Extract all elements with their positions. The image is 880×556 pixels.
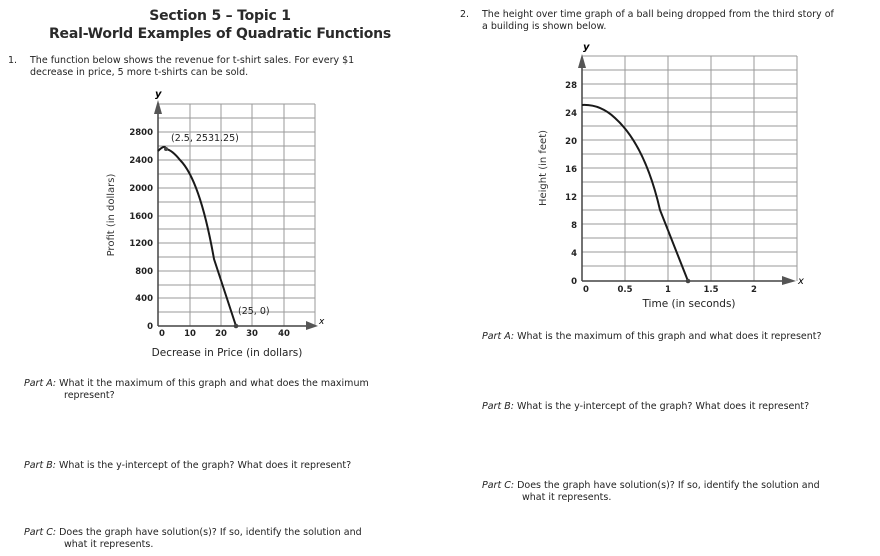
revenue-x-ticks (159, 329, 290, 339)
x-axis-arrow-icon (782, 276, 796, 285)
part-b-label: Part B: (24, 460, 56, 471)
svg-text:0: 0 (159, 329, 165, 339)
svg-text:2: 2 (751, 285, 757, 295)
svg-text:1200: 1200 (129, 239, 153, 249)
height-x-label: Time (in seconds) (642, 298, 736, 310)
svg-text:28: 28 (565, 81, 577, 91)
problem-1-part-a (24, 378, 434, 402)
height-y-label: Height (in feet) (538, 129, 549, 207)
svg-text:20: 20 (565, 137, 577, 147)
part-c-label: Part C: (24, 527, 57, 538)
svg-text:20: 20 (215, 329, 227, 339)
revenue-y-letter: y (155, 89, 162, 100)
problem-1-part-c (24, 527, 434, 551)
height-y-ticks (565, 81, 577, 287)
x-axis-arrow-icon (306, 321, 318, 330)
problem-2-prompt (482, 9, 877, 33)
svg-text:12: 12 (565, 193, 577, 203)
svg-text:16: 16 (565, 165, 577, 175)
part-b-text: What is the y-intercept of the graph? What does it represent? (516, 401, 810, 412)
revenue-graph (90, 85, 340, 365)
svg-text:0: 0 (571, 277, 577, 287)
svg-text:10: 10 (184, 329, 196, 339)
topic-title: Real-World Examples of Quadratic Functions (48, 26, 392, 42)
x-intercept-point (234, 324, 239, 329)
svg-text:4: 4 (571, 249, 577, 259)
revenue-x-label: Decrease in Price (in dollars) (151, 347, 303, 359)
problem-2-part-c (482, 480, 877, 504)
section-title: Section 5 – Topic 1 (149, 8, 291, 24)
problem-1-part-b (24, 460, 434, 472)
part-c-text-line2: what it represents. (522, 492, 612, 503)
y-axis-arrow-icon (154, 100, 162, 114)
svg-text:40: 40 (278, 329, 290, 339)
svg-text:2000: 2000 (129, 184, 153, 194)
problem-1-prompt-line2: decrease in price, 5 more t-shirts can be sold. (30, 67, 249, 78)
vertex-point (164, 147, 168, 151)
svg-text:30: 30 (246, 329, 258, 339)
part-c-text: Does the graph have solution(s)? If so, identify the solution and (59, 527, 362, 538)
part-a-label: Part A: (482, 331, 515, 342)
problem-1-prompt (30, 55, 430, 79)
svg-text:1.5: 1.5 (703, 285, 719, 295)
problem-2-part-a (482, 331, 877, 343)
svg-text:0.5: 0.5 (617, 285, 633, 295)
revenue-y-ticks (129, 128, 153, 332)
part-a-text-line2: represent? (64, 390, 115, 401)
problem-2-part-b (482, 401, 877, 413)
problem-2-prompt-line1: The height over time graph of a ball being dropped from the third story of (482, 9, 834, 20)
svg-text:2800: 2800 (129, 128, 153, 138)
part-b-text: What is the y-intercept of the graph? What does it represent? (58, 460, 352, 471)
svg-text:24: 24 (565, 109, 577, 119)
svg-text:1: 1 (665, 285, 671, 295)
problem-2-number: 2. (460, 9, 470, 20)
vertex-annotation: (2.5, 2531.25) (171, 133, 239, 144)
height-y-letter: y (583, 42, 590, 53)
part-c-label: Part C: (482, 480, 515, 491)
svg-text:400: 400 (135, 294, 153, 304)
x-intercept-point (686, 279, 691, 284)
part-c-text: Does the graph have solution(s)? If so, identify the solution and (517, 480, 820, 491)
part-c-text-line2: what it represents. (64, 539, 154, 550)
part-b-label: Part B: (482, 401, 514, 412)
height-graph (520, 38, 820, 318)
part-a-text: What is the maximum of this graph and what does it represent? (517, 331, 822, 342)
svg-text:1600: 1600 (129, 212, 153, 222)
height-curve (582, 105, 688, 281)
part-a-label: Part A: (24, 378, 57, 389)
part-a-text: What it the maximum of this graph and what does the maximum (59, 378, 369, 389)
svg-text:0: 0 (147, 322, 153, 332)
intercept-annotation: (25, 0) (238, 306, 270, 317)
problem-2-prompt-line2: a building is shown below. (482, 21, 607, 32)
problem-1-number: 1. (8, 55, 18, 66)
svg-text:0: 0 (583, 285, 589, 295)
revenue-x-letter: x (319, 317, 325, 327)
height-x-ticks (583, 285, 757, 295)
height-grid (582, 56, 797, 281)
svg-text:800: 800 (135, 267, 153, 277)
revenue-y-label: Profit (in dollars) (106, 173, 117, 257)
height-x-letter: x (798, 276, 804, 287)
problem-1-prompt-line1: The function below shows the revenue for t-shirt sales. For every $1 (30, 55, 355, 66)
svg-text:8: 8 (571, 221, 577, 231)
svg-text:2400: 2400 (129, 156, 153, 166)
